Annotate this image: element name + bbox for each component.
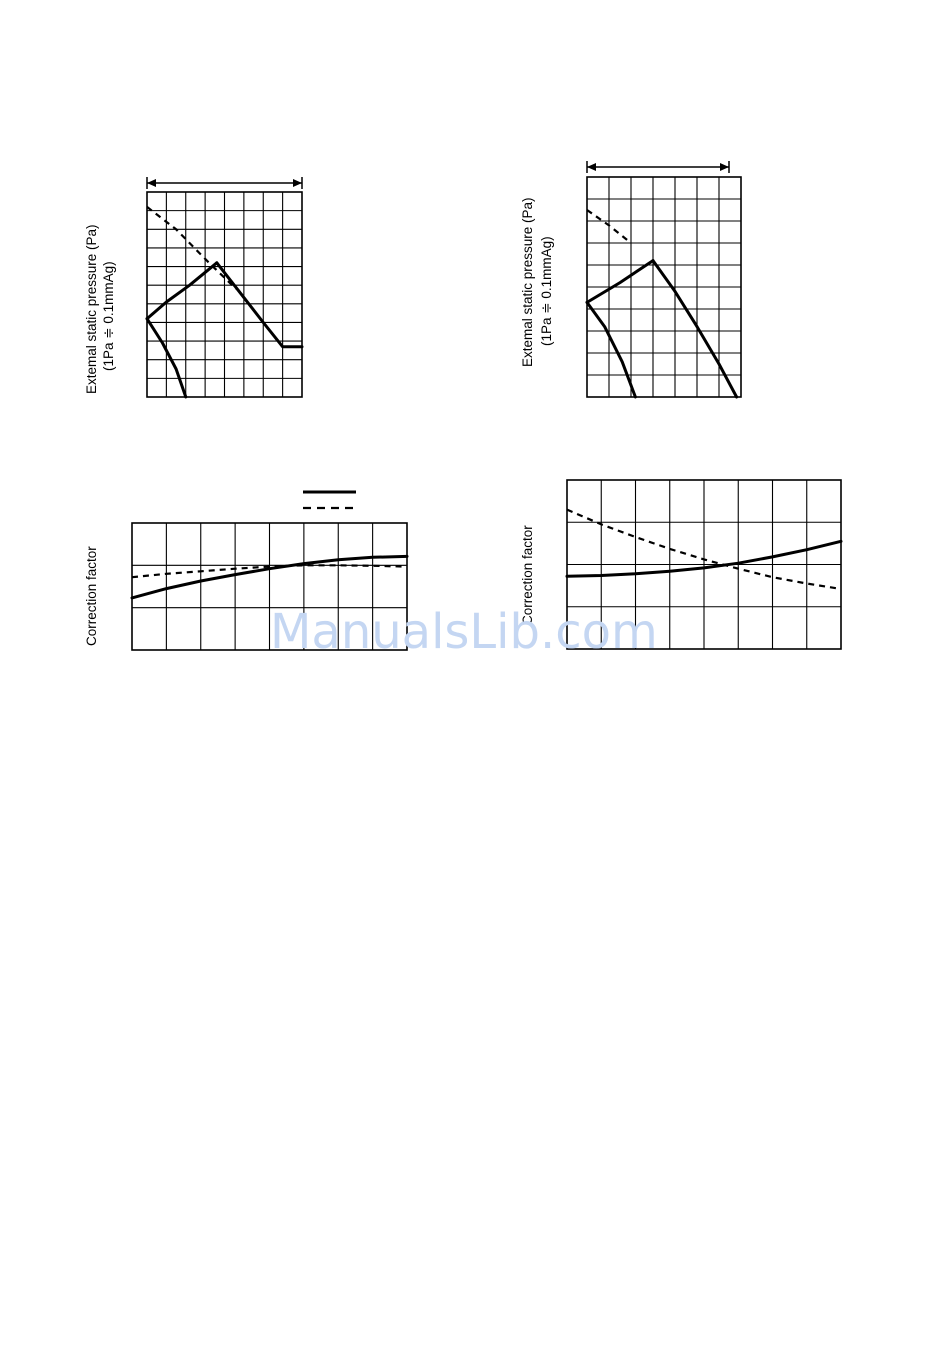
fan-curve-chart-right [587, 161, 741, 397]
grid [147, 192, 302, 397]
range-arrow-head-left [587, 163, 596, 171]
y-axis-label: Correction factor [84, 546, 99, 646]
y-axis-label: Correction factor [520, 525, 535, 625]
solid-series-line-3 [587, 302, 635, 397]
range-arrow-head-right [720, 163, 729, 171]
range-arrow-head-right [293, 179, 302, 187]
solid-series-line-2 [217, 263, 302, 347]
y-axis-label: Extemal static pressure (Pa) [84, 224, 99, 394]
solid-series-line-1 [147, 263, 217, 319]
watermark: ManualsLib.com [270, 604, 658, 660]
range-arrow-head-left [147, 179, 156, 187]
y-axis-label: Extemal static pressure (Pa) [520, 197, 535, 367]
range-arrow [587, 161, 729, 173]
range-arrow [147, 177, 302, 189]
solid-series-line-1 [587, 261, 653, 303]
fan-curve-chart-left [147, 177, 302, 397]
y-axis-unit-label: (1Pa ≑ 0.1mmAg) [539, 236, 554, 346]
y-axis-unit-label: (1Pa ≑ 0.1mmAg) [101, 261, 116, 371]
solid-series-line-2 [653, 261, 737, 397]
legend [303, 492, 356, 508]
